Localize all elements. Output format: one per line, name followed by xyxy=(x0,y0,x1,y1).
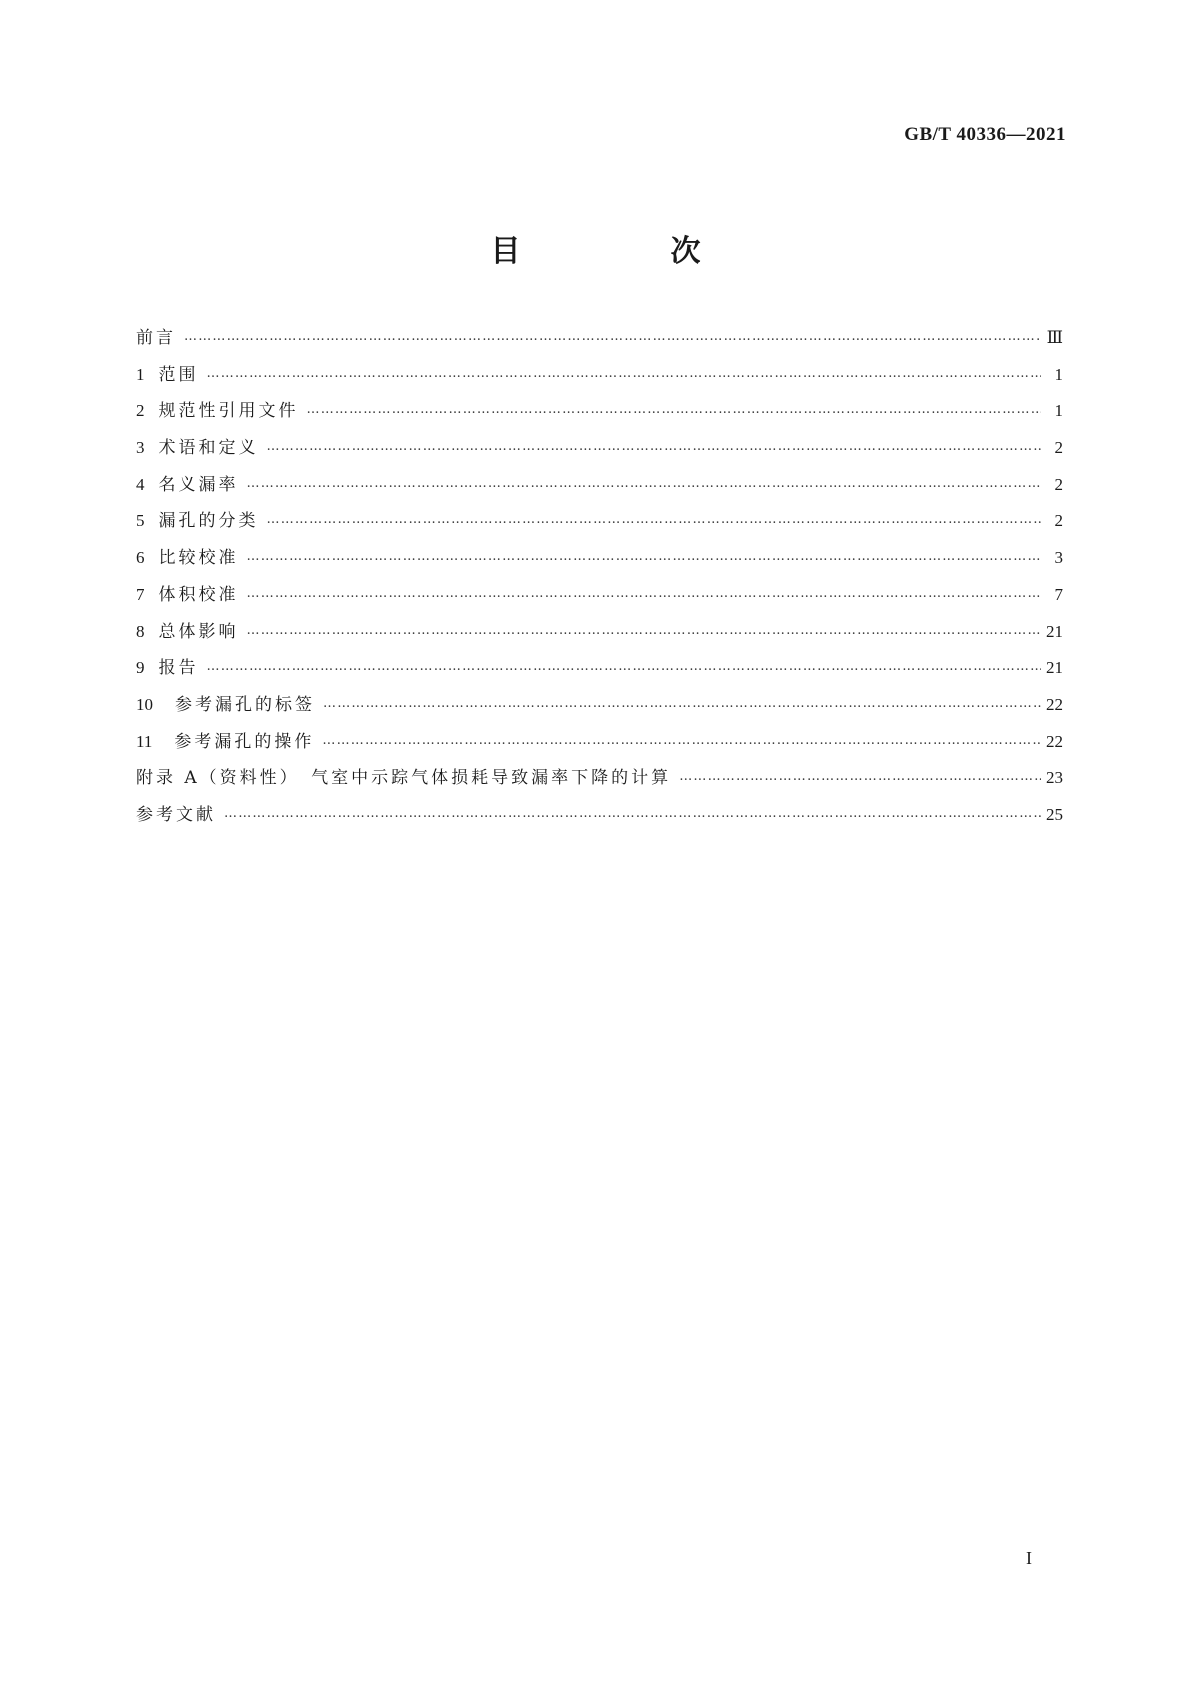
toc-entry-number: 3 xyxy=(136,438,145,458)
toc-entry-title: 参考漏孔的标签 xyxy=(175,694,315,715)
toc-entry-6[interactable] xyxy=(136,546,1063,583)
toc-entry-title: 范围 xyxy=(158,364,199,385)
toc-entry-page: 1 xyxy=(1054,364,1063,384)
toc-entry-page: 22 xyxy=(1046,731,1063,751)
toc-entry-7[interactable] xyxy=(136,583,1063,620)
toc-entry-10[interactable] xyxy=(136,693,1063,730)
toc-entry-title: 前言 xyxy=(136,328,176,348)
toc-entry-number: 7 xyxy=(136,584,145,604)
toc-entry-title: 参考文献 xyxy=(136,804,216,825)
toc-entry-number: 10 xyxy=(136,694,153,714)
toc-leader-dots xyxy=(307,398,1042,422)
toc-entry-number: 5 xyxy=(136,511,145,531)
toc-entry-3[interactable] xyxy=(136,436,1063,473)
toc-entry-11[interactable] xyxy=(136,730,1063,767)
toc-leader-dots xyxy=(267,435,1042,459)
toc-entry-5[interactable] xyxy=(136,509,1063,546)
toc-leader-dots xyxy=(207,655,1042,679)
toc-entry-page: 1 xyxy=(1054,401,1063,421)
standard-code: GB/T 40336—2021 xyxy=(904,124,1066,145)
toc-entry-title: 名义漏率 xyxy=(158,474,239,495)
toc-entry-page: 3 xyxy=(1054,548,1063,568)
toc-entry-page: 22 xyxy=(1046,694,1063,714)
toc-leader-dots xyxy=(322,729,1041,753)
toc-leader-dots xyxy=(679,765,1041,789)
toc-entry-number: 8 xyxy=(136,621,145,641)
toc-entry-page: 2 xyxy=(1054,511,1063,531)
toc-entry-title: 规范性引用文件 xyxy=(158,401,299,422)
toc-entry-9[interactable] xyxy=(136,656,1063,693)
toc-entry-page: 21 xyxy=(1046,621,1063,641)
toc-entry-title: 漏孔的分类 xyxy=(158,511,259,532)
toc-entry-number: 1 xyxy=(136,364,145,384)
toc-leader-dots xyxy=(247,472,1042,496)
toc-entry-bibliography[interactable] xyxy=(136,803,1063,840)
toc-entry-number: 2 xyxy=(136,401,145,421)
toc-entry-page: 25 xyxy=(1046,804,1063,824)
toc-leader-dots xyxy=(247,582,1042,606)
toc-entry-page: 7 xyxy=(1054,584,1063,604)
toc-entry-title: 比较校准 xyxy=(158,548,239,569)
toc-entry-title: 附录 A（资料性） 气室中示踪气体损耗导致漏率下降的计算 xyxy=(136,768,672,789)
toc-entry-page: 23 xyxy=(1046,768,1063,788)
toc-entry-title: 体积校准 xyxy=(158,584,239,605)
toc-entry-number: 11 xyxy=(136,731,153,751)
table-of-contents xyxy=(136,326,1063,840)
toc-entry-number: 6 xyxy=(136,548,145,568)
toc-leader-dots xyxy=(247,545,1042,569)
toc-entry-1[interactable] xyxy=(136,363,1063,400)
toc-entry-page: 21 xyxy=(1046,658,1063,678)
toc-leader-dots xyxy=(267,508,1042,532)
toc-entry-foreword[interactable] xyxy=(136,326,1063,363)
toc-entry-title: 报告 xyxy=(158,658,199,679)
toc-entry-appendix-a[interactable] xyxy=(136,766,1063,803)
toc-entry-page: Ⅲ xyxy=(1046,328,1063,347)
toc-entry-title: 总体影响 xyxy=(158,621,239,642)
toc-entry-4[interactable] xyxy=(136,473,1063,510)
toc-entry-page: 2 xyxy=(1054,438,1063,458)
toc-leader-dots xyxy=(207,362,1042,386)
page-number: I xyxy=(1026,1548,1032,1568)
toc-entry-title: 术语和定义 xyxy=(158,438,259,459)
toc-leader-dots xyxy=(184,325,1041,349)
toc-entry-number: 4 xyxy=(136,474,145,494)
page-title: 目 次 xyxy=(490,234,761,269)
toc-leader-dots xyxy=(247,619,1042,643)
toc-entry-title: 参考漏孔的操作 xyxy=(174,731,315,752)
toc-entry-8[interactable] xyxy=(136,620,1063,657)
toc-entry-2[interactable] xyxy=(136,399,1063,436)
toc-entry-page: 2 xyxy=(1054,474,1063,494)
toc-entry-number: 9 xyxy=(136,658,145,678)
toc-leader-dots xyxy=(224,802,1041,826)
toc-leader-dots xyxy=(323,692,1041,716)
